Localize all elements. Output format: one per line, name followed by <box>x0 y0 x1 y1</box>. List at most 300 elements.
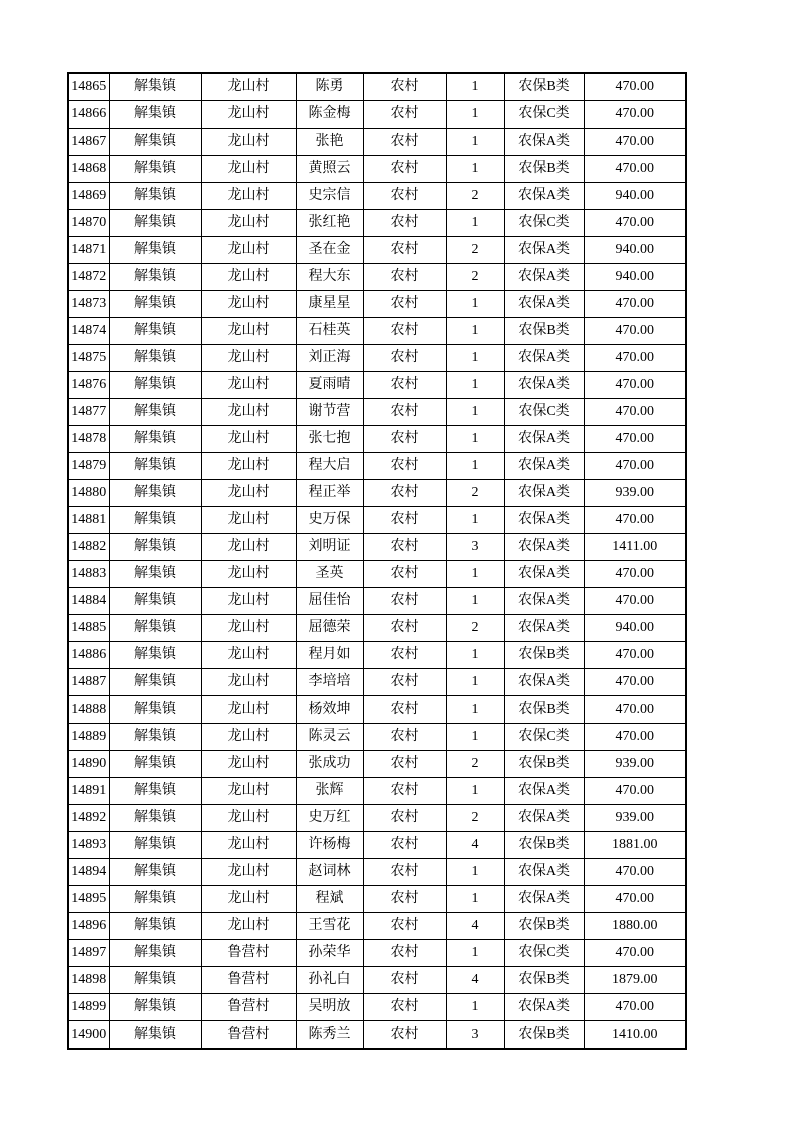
cell-amount: 470.00 <box>584 588 686 615</box>
cell-town: 解集镇 <box>109 858 201 885</box>
table-row <box>68 561 686 588</box>
cell-town: 解集镇 <box>109 966 201 993</box>
cell-insurance-class: 农保A类 <box>504 588 584 615</box>
cell-town: 解集镇 <box>109 317 201 344</box>
cell-serial-number: 14872 <box>68 263 109 290</box>
table-row <box>68 344 686 371</box>
cell-person-name: 张七抱 <box>296 426 363 453</box>
cell-insurance-class: 农保C类 <box>504 101 584 128</box>
cell-residence-type: 农村 <box>363 371 446 398</box>
cell-insurance-class: 农保A类 <box>504 777 584 804</box>
cell-residence-type: 农村 <box>363 723 446 750</box>
cell-serial-number: 14865 <box>68 73 109 101</box>
cell-amount: 470.00 <box>584 939 686 966</box>
cell-person-name: 屈佳怡 <box>296 588 363 615</box>
cell-amount: 470.00 <box>584 885 686 912</box>
cell-headcount: 1 <box>446 507 504 534</box>
cell-insurance-class: 农保A类 <box>504 561 584 588</box>
cell-town: 解集镇 <box>109 1021 201 1049</box>
cell-amount: 1411.00 <box>584 534 686 561</box>
cell-person-name: 史宗信 <box>296 182 363 209</box>
cell-headcount: 1 <box>446 561 504 588</box>
cell-insurance-class: 农保A类 <box>504 534 584 561</box>
table-row <box>68 642 686 669</box>
cell-amount: 470.00 <box>584 777 686 804</box>
cell-serial-number: 14895 <box>68 885 109 912</box>
cell-town: 解集镇 <box>109 561 201 588</box>
cell-serial-number: 14871 <box>68 236 109 263</box>
cell-residence-type: 农村 <box>363 480 446 507</box>
cell-insurance-class: 农保A类 <box>504 669 584 696</box>
cell-headcount: 1 <box>446 155 504 182</box>
cell-amount: 1879.00 <box>584 966 686 993</box>
cell-village: 龙山村 <box>201 101 296 128</box>
cell-serial-number: 14894 <box>68 858 109 885</box>
cell-town: 解集镇 <box>109 723 201 750</box>
table-row <box>68 453 686 480</box>
cell-person-name: 圣英 <box>296 561 363 588</box>
table-row <box>68 398 686 425</box>
cell-headcount: 2 <box>446 480 504 507</box>
cell-insurance-class: 农保B类 <box>504 73 584 101</box>
cell-residence-type: 农村 <box>363 994 446 1021</box>
cell-village: 龙山村 <box>201 696 296 723</box>
cell-village: 龙山村 <box>201 534 296 561</box>
cell-headcount: 1 <box>446 723 504 750</box>
table-row <box>68 966 686 993</box>
table-row <box>68 885 686 912</box>
table-body <box>68 73 686 1049</box>
cell-residence-type: 农村 <box>363 966 446 993</box>
cell-town: 解集镇 <box>109 398 201 425</box>
cell-village: 龙山村 <box>201 885 296 912</box>
cell-village: 龙山村 <box>201 317 296 344</box>
table-row <box>68 912 686 939</box>
cell-person-name: 张艳 <box>296 128 363 155</box>
cell-amount: 470.00 <box>584 696 686 723</box>
cell-village: 龙山村 <box>201 858 296 885</box>
cell-headcount: 2 <box>446 182 504 209</box>
cell-insurance-class: 农保C类 <box>504 723 584 750</box>
cell-town: 解集镇 <box>109 480 201 507</box>
cell-town: 解集镇 <box>109 534 201 561</box>
cell-town: 解集镇 <box>109 344 201 371</box>
table-row <box>68 371 686 398</box>
cell-town: 解集镇 <box>109 182 201 209</box>
cell-headcount: 1 <box>446 588 504 615</box>
table-row <box>68 696 686 723</box>
cell-person-name: 陈秀兰 <box>296 1021 363 1049</box>
cell-town: 解集镇 <box>109 939 201 966</box>
cell-insurance-class: 农保A类 <box>504 804 584 831</box>
cell-village: 龙山村 <box>201 669 296 696</box>
cell-headcount: 2 <box>446 263 504 290</box>
cell-insurance-class: 农保C类 <box>504 939 584 966</box>
cell-person-name: 陈金梅 <box>296 101 363 128</box>
cell-headcount: 1 <box>446 290 504 317</box>
cell-village: 龙山村 <box>201 209 296 236</box>
table-row <box>68 831 686 858</box>
cell-village: 龙山村 <box>201 615 296 642</box>
cell-town: 解集镇 <box>109 588 201 615</box>
cell-serial-number: 14876 <box>68 371 109 398</box>
cell-town: 解集镇 <box>109 696 201 723</box>
cell-headcount: 1 <box>446 128 504 155</box>
cell-insurance-class: 农保B类 <box>504 696 584 723</box>
cell-insurance-class: 农保B类 <box>504 966 584 993</box>
cell-headcount: 3 <box>446 1021 504 1049</box>
cell-insurance-class: 农保A类 <box>504 236 584 263</box>
cell-serial-number: 14886 <box>68 642 109 669</box>
cell-amount: 470.00 <box>584 426 686 453</box>
cell-town: 解集镇 <box>109 669 201 696</box>
cell-village: 鲁营村 <box>201 1021 296 1049</box>
cell-person-name: 刘正海 <box>296 344 363 371</box>
cell-serial-number: 14884 <box>68 588 109 615</box>
cell-person-name: 张成功 <box>296 750 363 777</box>
cell-person-name: 圣在金 <box>296 236 363 263</box>
cell-headcount: 1 <box>446 885 504 912</box>
cell-person-name: 谢节营 <box>296 398 363 425</box>
table-row <box>68 939 686 966</box>
cell-headcount: 1 <box>446 73 504 101</box>
cell-headcount: 1 <box>446 453 504 480</box>
cell-town: 解集镇 <box>109 236 201 263</box>
cell-amount: 470.00 <box>584 669 686 696</box>
cell-village: 龙山村 <box>201 155 296 182</box>
cell-village: 龙山村 <box>201 750 296 777</box>
cell-residence-type: 农村 <box>363 696 446 723</box>
cell-amount: 470.00 <box>584 398 686 425</box>
table-row <box>68 290 686 317</box>
cell-village: 鲁营村 <box>201 994 296 1021</box>
cell-residence-type: 农村 <box>363 128 446 155</box>
table-row <box>68 994 686 1021</box>
cell-residence-type: 农村 <box>363 885 446 912</box>
cell-residence-type: 农村 <box>363 615 446 642</box>
cell-village: 龙山村 <box>201 128 296 155</box>
cell-headcount: 1 <box>446 777 504 804</box>
cell-person-name: 夏雨晴 <box>296 371 363 398</box>
cell-serial-number: 14885 <box>68 615 109 642</box>
cell-residence-type: 农村 <box>363 777 446 804</box>
cell-headcount: 2 <box>446 750 504 777</box>
cell-person-name: 黄照云 <box>296 155 363 182</box>
cell-headcount: 1 <box>446 669 504 696</box>
cell-amount: 470.00 <box>584 642 686 669</box>
cell-town: 解集镇 <box>109 777 201 804</box>
cell-village: 龙山村 <box>201 73 296 101</box>
cell-headcount: 3 <box>446 534 504 561</box>
cell-insurance-class: 农保A类 <box>504 263 584 290</box>
cell-residence-type: 农村 <box>363 398 446 425</box>
cell-amount: 940.00 <box>584 236 686 263</box>
cell-town: 解集镇 <box>109 101 201 128</box>
cell-serial-number: 14891 <box>68 777 109 804</box>
cell-residence-type: 农村 <box>363 939 446 966</box>
cell-insurance-class: 农保A类 <box>504 453 584 480</box>
cell-person-name: 杨效坤 <box>296 696 363 723</box>
cell-serial-number: 14875 <box>68 344 109 371</box>
cell-residence-type: 农村 <box>363 831 446 858</box>
cell-amount: 470.00 <box>584 209 686 236</box>
cell-town: 解集镇 <box>109 73 201 101</box>
table-row <box>68 1021 686 1049</box>
cell-person-name: 程大启 <box>296 453 363 480</box>
cell-town: 解集镇 <box>109 750 201 777</box>
cell-amount: 470.00 <box>584 344 686 371</box>
cell-insurance-class: 农保A类 <box>504 994 584 1021</box>
cell-person-name: 程正举 <box>296 480 363 507</box>
cell-village: 龙山村 <box>201 507 296 534</box>
cell-residence-type: 农村 <box>363 588 446 615</box>
cell-town: 解集镇 <box>109 128 201 155</box>
cell-insurance-class: 农保B类 <box>504 1021 584 1049</box>
cell-headcount: 2 <box>446 236 504 263</box>
cell-village: 龙山村 <box>201 453 296 480</box>
cell-serial-number: 14896 <box>68 912 109 939</box>
cell-person-name: 程斌 <box>296 885 363 912</box>
cell-serial-number: 14893 <box>68 831 109 858</box>
cell-residence-type: 农村 <box>363 317 446 344</box>
cell-headcount: 1 <box>446 209 504 236</box>
cell-village: 龙山村 <box>201 723 296 750</box>
table-row <box>68 209 686 236</box>
cell-village: 龙山村 <box>201 480 296 507</box>
cell-headcount: 1 <box>446 696 504 723</box>
cell-town: 解集镇 <box>109 371 201 398</box>
cell-residence-type: 农村 <box>363 290 446 317</box>
cell-person-name: 李培培 <box>296 669 363 696</box>
cell-residence-type: 农村 <box>363 182 446 209</box>
cell-person-name: 石桂英 <box>296 317 363 344</box>
cell-village: 龙山村 <box>201 290 296 317</box>
cell-amount: 470.00 <box>584 561 686 588</box>
cell-insurance-class: 农保C类 <box>504 209 584 236</box>
cell-village: 龙山村 <box>201 777 296 804</box>
cell-headcount: 4 <box>446 912 504 939</box>
cell-headcount: 2 <box>446 804 504 831</box>
cell-amount: 470.00 <box>584 507 686 534</box>
cell-serial-number: 14889 <box>68 723 109 750</box>
cell-insurance-class: 农保A类 <box>504 426 584 453</box>
cell-amount: 1881.00 <box>584 831 686 858</box>
cell-person-name: 陈灵云 <box>296 723 363 750</box>
cell-headcount: 1 <box>446 101 504 128</box>
cell-town: 解集镇 <box>109 426 201 453</box>
cell-residence-type: 农村 <box>363 344 446 371</box>
table-row <box>68 236 686 263</box>
cell-insurance-class: 农保B类 <box>504 155 584 182</box>
cell-person-name: 吴明放 <box>296 994 363 1021</box>
cell-town: 解集镇 <box>109 453 201 480</box>
cell-person-name: 王雪花 <box>296 912 363 939</box>
cell-serial-number: 14870 <box>68 209 109 236</box>
cell-insurance-class: 农保A类 <box>504 290 584 317</box>
cell-village: 鲁营村 <box>201 939 296 966</box>
cell-amount: 470.00 <box>584 453 686 480</box>
cell-insurance-class: 农保B类 <box>504 831 584 858</box>
cell-person-name: 许杨梅 <box>296 831 363 858</box>
table-row <box>68 588 686 615</box>
cell-village: 龙山村 <box>201 642 296 669</box>
cell-residence-type: 农村 <box>363 858 446 885</box>
cell-insurance-class: 农保A类 <box>504 885 584 912</box>
table-row <box>68 615 686 642</box>
table-row <box>68 317 686 344</box>
cell-serial-number: 14900 <box>68 1021 109 1049</box>
cell-person-name: 孙礼白 <box>296 966 363 993</box>
cell-residence-type: 农村 <box>363 1021 446 1049</box>
cell-person-name: 张辉 <box>296 777 363 804</box>
cell-insurance-class: 农保B类 <box>504 642 584 669</box>
cell-serial-number: 14874 <box>68 317 109 344</box>
cell-insurance-class: 农保A类 <box>504 858 584 885</box>
cell-amount: 939.00 <box>584 804 686 831</box>
cell-serial-number: 14887 <box>68 669 109 696</box>
cell-insurance-class: 农保A类 <box>504 371 584 398</box>
cell-serial-number: 14898 <box>68 966 109 993</box>
cell-amount: 470.00 <box>584 73 686 101</box>
cell-amount: 940.00 <box>584 182 686 209</box>
cell-village: 龙山村 <box>201 263 296 290</box>
cell-town: 解集镇 <box>109 912 201 939</box>
cell-serial-number: 14899 <box>68 994 109 1021</box>
cell-serial-number: 14873 <box>68 290 109 317</box>
cell-insurance-class: 农保B类 <box>504 750 584 777</box>
cell-headcount: 1 <box>446 858 504 885</box>
cell-residence-type: 农村 <box>363 263 446 290</box>
cell-headcount: 4 <box>446 831 504 858</box>
cell-headcount: 1 <box>446 426 504 453</box>
cell-person-name: 陈勇 <box>296 73 363 101</box>
cell-village: 龙山村 <box>201 182 296 209</box>
cell-amount: 939.00 <box>584 750 686 777</box>
table-row <box>68 669 686 696</box>
cell-insurance-class: 农保A类 <box>504 344 584 371</box>
cell-headcount: 1 <box>446 939 504 966</box>
cell-insurance-class: 农保A类 <box>504 128 584 155</box>
cell-amount: 470.00 <box>584 155 686 182</box>
cell-village: 龙山村 <box>201 831 296 858</box>
cell-insurance-class: 农保A类 <box>504 480 584 507</box>
cell-person-name: 孙荣华 <box>296 939 363 966</box>
table-row <box>68 155 686 182</box>
cell-amount: 470.00 <box>584 723 686 750</box>
cell-village: 龙山村 <box>201 344 296 371</box>
cell-village: 龙山村 <box>201 398 296 425</box>
cell-amount: 470.00 <box>584 994 686 1021</box>
cell-residence-type: 农村 <box>363 804 446 831</box>
cell-amount: 1410.00 <box>584 1021 686 1049</box>
cell-serial-number: 14877 <box>68 398 109 425</box>
cell-insurance-class: 农保C类 <box>504 398 584 425</box>
cell-serial-number: 14897 <box>68 939 109 966</box>
cell-town: 解集镇 <box>109 263 201 290</box>
cell-residence-type: 农村 <box>363 73 446 101</box>
cell-headcount: 1 <box>446 398 504 425</box>
table-row <box>68 426 686 453</box>
cell-serial-number: 14888 <box>68 696 109 723</box>
cell-serial-number: 14879 <box>68 453 109 480</box>
cell-town: 解集镇 <box>109 804 201 831</box>
cell-headcount: 2 <box>446 615 504 642</box>
cell-town: 解集镇 <box>109 885 201 912</box>
table-row <box>68 128 686 155</box>
cell-insurance-class: 农保A类 <box>504 615 584 642</box>
cell-person-name: 程月如 <box>296 642 363 669</box>
cell-serial-number: 14869 <box>68 182 109 209</box>
cell-person-name: 赵词林 <box>296 858 363 885</box>
table-row <box>68 777 686 804</box>
cell-town: 解集镇 <box>109 615 201 642</box>
cell-residence-type: 农村 <box>363 507 446 534</box>
cell-serial-number: 14883 <box>68 561 109 588</box>
table-row <box>68 73 686 101</box>
cell-residence-type: 农村 <box>363 155 446 182</box>
cell-village: 鲁营村 <box>201 966 296 993</box>
cell-person-name: 程大东 <box>296 263 363 290</box>
cell-village: 龙山村 <box>201 912 296 939</box>
cell-person-name: 张红艳 <box>296 209 363 236</box>
cell-town: 解集镇 <box>109 209 201 236</box>
cell-residence-type: 农村 <box>363 750 446 777</box>
table-row <box>68 263 686 290</box>
table-row <box>68 750 686 777</box>
cell-residence-type: 农村 <box>363 912 446 939</box>
cell-serial-number: 14868 <box>68 155 109 182</box>
cell-village: 龙山村 <box>201 371 296 398</box>
cell-person-name: 刘明证 <box>296 534 363 561</box>
table-row <box>68 723 686 750</box>
cell-headcount: 1 <box>446 642 504 669</box>
cell-headcount: 1 <box>446 994 504 1021</box>
cell-serial-number: 14867 <box>68 128 109 155</box>
cell-headcount: 1 <box>446 371 504 398</box>
cell-amount: 470.00 <box>584 371 686 398</box>
cell-amount: 470.00 <box>584 858 686 885</box>
cell-town: 解集镇 <box>109 290 201 317</box>
cell-residence-type: 农村 <box>363 209 446 236</box>
cell-amount: 940.00 <box>584 263 686 290</box>
cell-town: 解集镇 <box>109 155 201 182</box>
cell-person-name: 屈德荣 <box>296 615 363 642</box>
cell-serial-number: 14878 <box>68 426 109 453</box>
cell-residence-type: 农村 <box>363 426 446 453</box>
cell-town: 解集镇 <box>109 831 201 858</box>
cell-residence-type: 农村 <box>363 534 446 561</box>
table-row <box>68 182 686 209</box>
cell-residence-type: 农村 <box>363 561 446 588</box>
cell-insurance-class: 农保B类 <box>504 317 584 344</box>
cell-town: 解集镇 <box>109 507 201 534</box>
cell-amount: 940.00 <box>584 615 686 642</box>
cell-residence-type: 农村 <box>363 101 446 128</box>
cell-serial-number: 14890 <box>68 750 109 777</box>
cell-residence-type: 农村 <box>363 236 446 263</box>
cell-serial-number: 14882 <box>68 534 109 561</box>
cell-village: 龙山村 <box>201 561 296 588</box>
cell-headcount: 1 <box>446 344 504 371</box>
table-row <box>68 101 686 128</box>
cell-serial-number: 14880 <box>68 480 109 507</box>
table-row <box>68 507 686 534</box>
cell-residence-type: 农村 <box>363 669 446 696</box>
cell-amount: 470.00 <box>584 101 686 128</box>
cell-village: 龙山村 <box>201 236 296 263</box>
table-row <box>68 858 686 885</box>
cell-amount: 1880.00 <box>584 912 686 939</box>
